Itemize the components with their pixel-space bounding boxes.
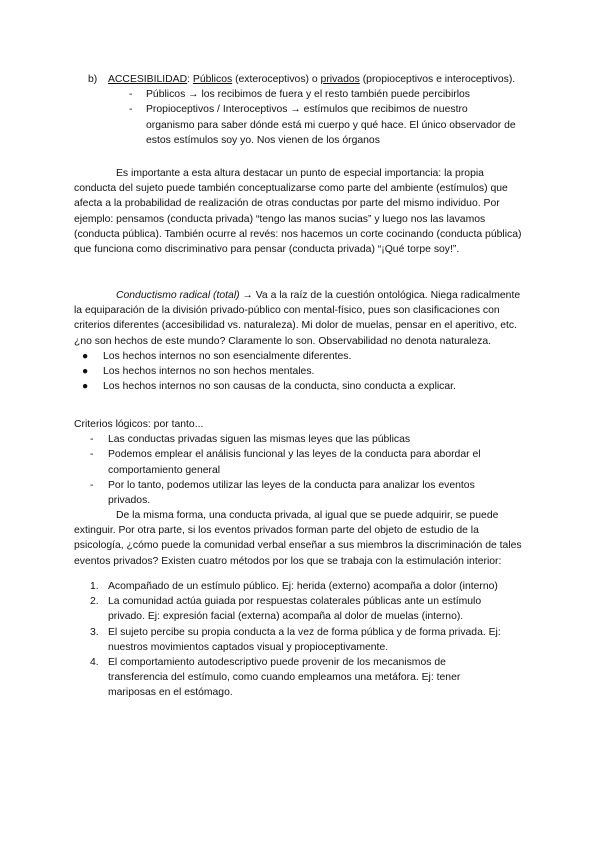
- list-item: ● Los hechos internos no son causas de la conducta, sino conducta a explicar.: [82, 381, 456, 393]
- criterios-logicos-section: [74, 417, 528, 508]
- list-item: ● Los hechos internos no son hechos mentales.: [82, 366, 315, 378]
- privados-term: privados: [320, 74, 360, 85]
- publicos-term: Públicos: [192, 74, 233, 85]
- section-b-marker: b): [88, 74, 98, 85]
- conductismo-radical-term: Conductismo radical (total): [116, 290, 240, 301]
- metodos-list: [90, 579, 528, 701]
- list-item: - Las conductas privadas siguen las mismas leyes que las públicas: [90, 434, 411, 446]
- hechos-internos-list: [82, 349, 528, 395]
- paragraph-importante: Es importante a esta altura destacar un punto de especial importancia: la propia conducta del sujeto puede también conceptualizarse como parte del ambiente (estímulos) que afecta a la probabilidad de realización de otras conductas por parte del mismo individuo. Por ejemplo: pensamos (conducta privada) “tengo las manos sucias” y luego nos las lavamos (conducta pública). También ocurre al revés: nos hacemos un corte cocinando (conducta pública) que funciona como discriminativo para pensar (conducta privada) “¡Qué torpe soy!”.: [74, 168, 522, 256]
- list-item: 3. El sujeto percibe su propia conducta a la vez de forma pública y de forma privada. Ej: nuestros movimientos captados visual y propioceptivamente.: [90, 626, 501, 653]
- list-item: 4. El comportamiento autodescriptivo puede provenir de los mecanismos de transferencia del estímulo, como cuando empleamos una metáfora. Ej: tener mariposas en el estómago.: [90, 657, 461, 699]
- list-item: 1. Acompañado de un estímulo público. Ej: herida (externo) acompaña a dolor (interno): [90, 581, 498, 592]
- list-item: - Propioceptivos / Interoceptivos → estímulos que recibimos de nuestro organismo para saber dónde está mi cuerpo y qué hace. El único observador de estos estímulos soy yo. Nos vienen de los órganos: [129, 104, 516, 146]
- criterios-list: [90, 432, 512, 508]
- metodos-section: [74, 579, 528, 701]
- list-item: ● Los hechos internos no son esencialmente diferentes.: [82, 350, 352, 362]
- accesibilidad-section: [74, 72, 528, 148]
- accesibilidad-term: ACCESIBILIDAD: [108, 74, 188, 85]
- list-item: - Por lo tanto, podemos utilizar las leyes de la conducta para analizar los eventos privados.: [90, 479, 475, 507]
- accesibilidad-list: [129, 87, 518, 148]
- list-item: - Podemos emplear el análisis funcional y las leyes de la conducta para abordar el comportamiento general: [90, 449, 481, 476]
- criterios-heading: Criterios lógicos: por tanto...: [74, 419, 204, 430]
- list-item: 2. La comunidad actúa guiada por respuestas colaterales públicas ante un estímulo privado. Ej: expresión facial (externa) acompaña al dolor de muelas (interno).: [90, 596, 482, 623]
- conductismo-radical-section: Conductismo radical (total) → Va a la raíz de la cuestión ontológica. Niega radicalmente la equiparación de la división privado-público con mental-físico, pues son clasificaciones con criterios diferentes (accesibilidad vs. naturaleza). Mi dolor de muelas, pensar en el aperitivo, etc. ¿no son hechos de este mundo? Claramente lo son. Observabilidad no denota naturaleza. ● Los hechos internos no son esencialmente diferentes. ● Los hechos internos no son hechos mentales. ● Los hechos internos no son causas de la conducta, sino conducta a explicar.: [74, 288, 528, 394]
- paragraph-misma-forma: De la misma forma, una conducta privada, al igual que se puede adquirir, se puede extinguir. Por otra parte, si los eventos privados forman parte del objeto de estudio de la psicología, ¿cómo puede la comunidad verbal enseñar a sus miembros la discriminación de tales eventos privados? Existen cuatro métodos por los que se trabaja con la estimulación interior:: [74, 510, 522, 567]
- section-b-item: b) ACCESIBILIDAD: Públicos (exteroceptivos) o privados (propioceptivos e interoceptivos).: [74, 72, 528, 87]
- list-item: - Públicos → los recibimos de fuera y el resto también puede percibirlos: [129, 89, 470, 101]
